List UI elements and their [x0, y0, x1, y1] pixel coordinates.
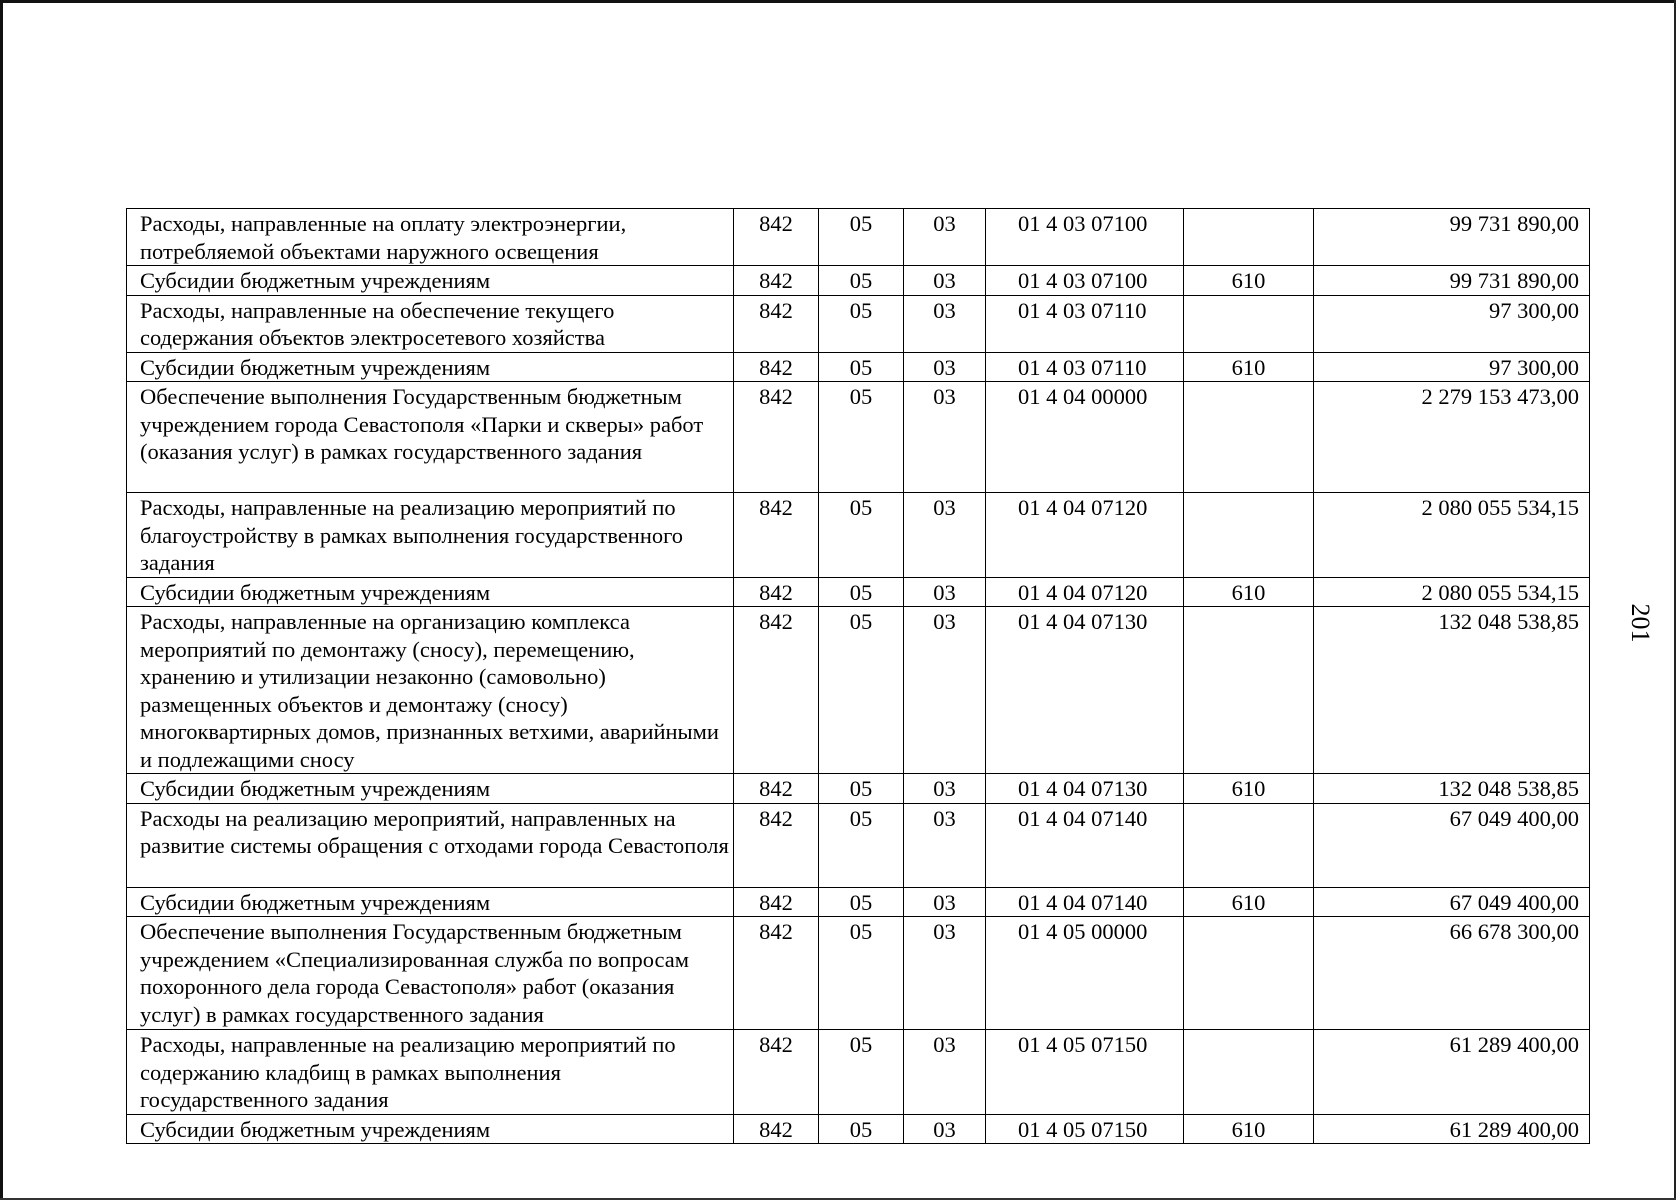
target-article-cell: 01 4 04 07140 [986, 887, 1184, 917]
section-cell: 05 [819, 887, 904, 917]
amount-cell: 67 049 400,00 [1314, 887, 1590, 917]
amount-cell: 2 080 055 534,15 [1314, 577, 1590, 607]
subsection-cell: 03 [904, 1030, 986, 1115]
table-row [127, 266, 1590, 296]
target-article-cell: 01 4 04 07120 [986, 493, 1184, 578]
budget-table [126, 208, 1590, 1144]
expense-type-cell [1184, 209, 1314, 266]
section-cell: 05 [819, 493, 904, 578]
section-cell: 05 [819, 803, 904, 887]
expense-type-cell [1184, 493, 1314, 578]
target-article-cell: 01 4 04 07120 [986, 577, 1184, 607]
expense-type-cell [1184, 607, 1314, 774]
target-article-cell: 01 4 05 07150 [986, 1114, 1184, 1144]
section-cell: 05 [819, 266, 904, 296]
expense-name-cell: Субсидии бюджетным учреждениям [127, 1114, 734, 1144]
grbs-cell: 842 [734, 382, 819, 493]
amount-cell: 61 289 400,00 [1314, 1030, 1590, 1115]
amount-cell: 2 080 055 534,15 [1314, 493, 1590, 578]
table-row [127, 493, 1590, 578]
expense-name-cell: Расходы, направленные на обеспечение текущего содержания объектов электросетевого хозяйства [127, 295, 734, 352]
amount-cell: 61 289 400,00 [1314, 1114, 1590, 1144]
section-cell: 05 [819, 352, 904, 382]
grbs-cell: 842 [734, 493, 819, 578]
table-row [127, 382, 1590, 493]
table-row [127, 577, 1590, 607]
expense-type-cell [1184, 295, 1314, 352]
grbs-cell: 842 [734, 1114, 819, 1144]
grbs-cell: 842 [734, 887, 819, 917]
section-cell: 05 [819, 209, 904, 266]
subsection-cell: 03 [904, 209, 986, 266]
target-article-cell: 01 4 04 07130 [986, 607, 1184, 774]
expense-type-cell: 610 [1184, 887, 1314, 917]
target-article-cell: 01 4 04 07140 [986, 803, 1184, 887]
subsection-cell: 03 [904, 577, 986, 607]
amount-cell: 97 300,00 [1314, 352, 1590, 382]
subsection-cell: 03 [904, 774, 986, 804]
grbs-cell: 842 [734, 607, 819, 774]
expense-type-cell [1184, 1030, 1314, 1115]
target-article-cell: 01 4 03 07110 [986, 352, 1184, 382]
subsection-cell: 03 [904, 266, 986, 296]
expense-name-cell: Субсидии бюджетным учреждениям [127, 774, 734, 804]
table-row [127, 352, 1590, 382]
expense-type-cell: 610 [1184, 774, 1314, 804]
target-article-cell: 01 4 03 07110 [986, 295, 1184, 352]
expense-type-cell: 610 [1184, 1114, 1314, 1144]
target-article-cell: 01 4 05 07150 [986, 1030, 1184, 1115]
section-cell: 05 [819, 1030, 904, 1115]
expense-name-cell: Расходы, направленные на организацию комплекса мероприятий по демонтажу (сносу), перемещению, хранению и утилизации незаконно (самовольно) размещенных объектов и демонтажу (сносу) многоквартирных домов, признанных ветхими, аварийными и подлежащими сносу [127, 607, 734, 774]
section-cell: 05 [819, 607, 904, 774]
table-row [127, 803, 1590, 887]
amount-cell: 97 300,00 [1314, 295, 1590, 352]
expense-name-cell: Субсидии бюджетным учреждениям [127, 352, 734, 382]
target-article-cell: 01 4 04 00000 [986, 382, 1184, 493]
expense-name-cell: Расходы, направленные на оплату электроэнергии, потребляемой объектами наружного освещения [127, 209, 734, 266]
table-row [127, 887, 1590, 917]
expense-type-cell [1184, 803, 1314, 887]
expense-name-cell: Субсидии бюджетным учреждениям [127, 577, 734, 607]
section-cell: 05 [819, 774, 904, 804]
grbs-cell: 842 [734, 803, 819, 887]
table-row [127, 295, 1590, 352]
grbs-cell: 842 [734, 774, 819, 804]
expense-type-cell: 610 [1184, 352, 1314, 382]
expense-name-cell: Расходы, направленные на реализацию мероприятий по содержанию кладбищ в рамках выполнения государственного задания [127, 1030, 734, 1115]
subsection-cell: 03 [904, 887, 986, 917]
table-row [127, 1114, 1590, 1144]
target-article-cell: 01 4 05 00000 [986, 917, 1184, 1030]
target-article-cell: 01 4 03 07100 [986, 209, 1184, 266]
grbs-cell: 842 [734, 209, 819, 266]
expense-name-cell: Субсидии бюджетным учреждениям [127, 887, 734, 917]
target-article-cell: 01 4 03 07100 [986, 266, 1184, 296]
grbs-cell: 842 [734, 1030, 819, 1115]
expense-name-cell: Субсидии бюджетным учреждениям [127, 266, 734, 296]
expense-type-cell: 610 [1184, 266, 1314, 296]
amount-cell: 132 048 538,85 [1314, 774, 1590, 804]
table-row [127, 607, 1590, 774]
subsection-cell: 03 [904, 493, 986, 578]
expense-name-cell: Расходы, направленные на реализацию мероприятий по благоустройству в рамках выполнения государственного задания [127, 493, 734, 578]
expense-name-cell: Обеспечение выполнения Государственным бюджетным учреждением города Севастополя «Парки и скверы» работ (оказания услуг) в рамках государственного задания [127, 382, 734, 493]
grbs-cell: 842 [734, 917, 819, 1030]
subsection-cell: 03 [904, 352, 986, 382]
amount-cell: 132 048 538,85 [1314, 607, 1590, 774]
section-cell: 05 [819, 1114, 904, 1144]
subsection-cell: 03 [904, 803, 986, 887]
subsection-cell: 03 [904, 295, 986, 352]
expense-name-cell: Обеспечение выполнения Государственным бюджетным учреждением «Специализированная служба по вопросам похоронного дела города Севастополя» работ (оказания услуг) в рамках государственного задания [127, 917, 734, 1030]
page-number: 201 [1626, 603, 1655, 643]
expense-name-cell: Расходы на реализацию мероприятий, направленных на развитие системы обращения с отходами города Севастополя [127, 803, 734, 887]
amount-cell: 67 049 400,00 [1314, 803, 1590, 887]
subsection-cell: 03 [904, 917, 986, 1030]
amount-cell: 99 731 890,00 [1314, 209, 1590, 266]
section-cell: 05 [819, 917, 904, 1030]
subsection-cell: 03 [904, 1114, 986, 1144]
amount-cell: 66 678 300,00 [1314, 917, 1590, 1030]
target-article-cell: 01 4 04 07130 [986, 774, 1184, 804]
amount-cell: 99 731 890,00 [1314, 266, 1590, 296]
table-row [127, 209, 1590, 266]
subsection-cell: 03 [904, 607, 986, 774]
section-cell: 05 [819, 577, 904, 607]
expense-type-cell: 610 [1184, 577, 1314, 607]
table-row [127, 774, 1590, 804]
subsection-cell: 03 [904, 382, 986, 493]
scan-edge-left [0, 0, 3, 1200]
table-body [127, 209, 1590, 1144]
expense-type-cell [1184, 382, 1314, 493]
grbs-cell: 842 [734, 266, 819, 296]
scan-edge-top [0, 0, 1676, 3]
table-row [127, 917, 1590, 1030]
section-cell: 05 [819, 295, 904, 352]
expense-type-cell [1184, 917, 1314, 1030]
grbs-cell: 842 [734, 295, 819, 352]
section-cell: 05 [819, 382, 904, 493]
amount-cell: 2 279 153 473,00 [1314, 382, 1590, 493]
table-row [127, 1030, 1590, 1115]
grbs-cell: 842 [734, 352, 819, 382]
grbs-cell: 842 [734, 577, 819, 607]
